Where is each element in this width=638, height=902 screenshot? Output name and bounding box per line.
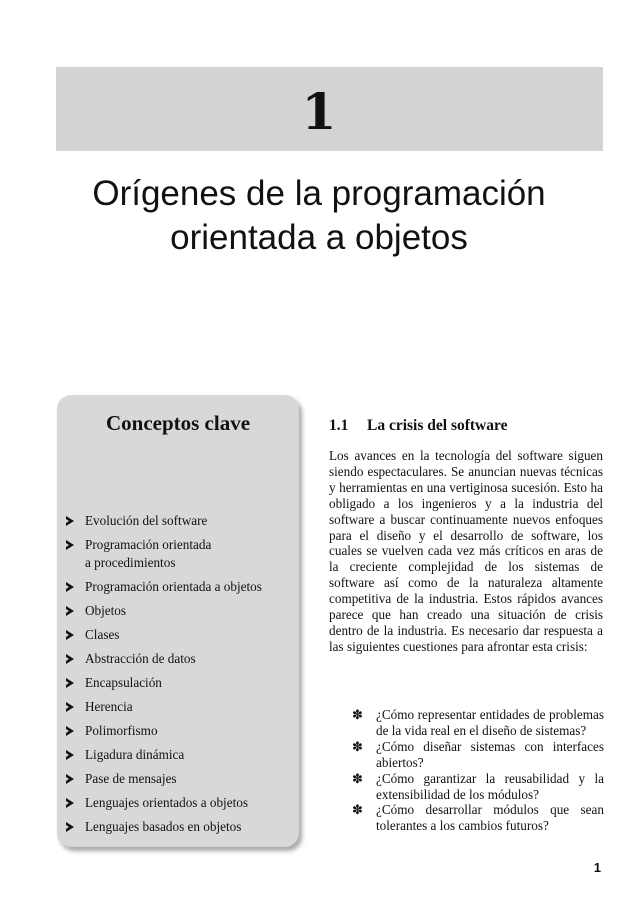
concept-item: Evolución del software <box>66 512 262 530</box>
arrowhead-icon <box>66 654 74 664</box>
arrowhead-icon <box>66 702 74 712</box>
concept-item-continuation: a procedimientos <box>85 555 176 570</box>
concept-item: Abstracción de datos <box>66 650 262 668</box>
question-item: ✽ ¿Cómo diseñar sistemas con interfaces abiertos? <box>352 738 604 770</box>
arrowhead-icon <box>66 750 74 760</box>
question-item: ✽ ¿Cómo desarrollar módulos que sean tolerantes a los cambios futuros? <box>352 802 604 834</box>
concept-item: Pase de mensajes <box>66 770 262 788</box>
question-item: ✽ ¿Cómo garantizar la reusabilidad y la extensibilidad de los módulos? <box>352 770 604 802</box>
arrowhead-icon <box>66 798 74 808</box>
section-title: La crisis del software <box>367 417 508 434</box>
flower-bullet-icon: ✽ <box>352 803 363 819</box>
concept-item: Programación orientada a objetos <box>66 578 262 596</box>
key-concepts-list <box>66 512 262 842</box>
arrowhead-icon <box>66 606 74 616</box>
flower-bullet-icon: ✽ <box>352 708 363 723</box>
concept-item: Lenguajes basados en objetos <box>66 818 262 836</box>
section-heading <box>329 416 507 436</box>
section-number: 1.1 <box>329 417 349 434</box>
page-number: 1 <box>593 860 601 875</box>
concept-item: Objetos <box>66 602 262 620</box>
key-concepts-title: Conceptos clave <box>105 411 251 435</box>
arrowhead-icon <box>66 516 74 526</box>
chapter-title-line-1: Orígenes de la programación <box>92 174 546 213</box>
concept-item: Programación orientada a procedimientos <box>66 536 262 572</box>
concept-item: Lenguajes orientados a objetos <box>66 794 262 812</box>
arrowhead-icon <box>66 774 74 784</box>
concept-item: Encapsulación <box>66 674 262 692</box>
chapter-title <box>40 172 598 260</box>
concept-item: Clases <box>66 626 262 644</box>
concept-item: Ligadura dinámica <box>66 746 262 764</box>
question-item: ✽ ¿Cómo representar entidades de problemas de la vida real en el diseño de sistemas? <box>352 707 604 738</box>
flower-bullet-icon: ✽ <box>352 771 363 787</box>
questions-list <box>352 707 604 834</box>
concept-item: Polimorfismo <box>66 722 262 740</box>
arrowhead-icon <box>66 678 74 688</box>
chapter-number: 1 <box>301 82 337 141</box>
section-paragraph: Los avances en la tecnología del software siguen siendo espectaculares. Se anuncian nuevas técnicas y herramientas en una vertiginosa sucesión. Esto ha obligado a los ingenieros y a la industria del software a buscar continuamente nuevos enfoques para el diseño y el desarrollo de software, los cuales se vuelven cada vez más críticos en aras de la creciente complejidad de los sistemas de software así como de la naturaleza altamente competitiva de la industria. Estos rápidos avances parece que han creado una situación de crisis dentro de la industria. Es necesario dar respuesta a las siguientes cuestiones para afrontar esta crisis: <box>329 448 603 654</box>
arrowhead-icon <box>66 630 74 640</box>
concept-item: Herencia <box>66 698 262 716</box>
arrowhead-icon <box>66 726 74 736</box>
flower-bullet-icon: ✽ <box>352 739 363 755</box>
chapter-title-line-2: orientada a objetos <box>170 218 468 257</box>
arrowhead-icon <box>66 540 74 550</box>
arrowhead-icon <box>66 582 74 592</box>
arrowhead-icon <box>66 822 74 832</box>
